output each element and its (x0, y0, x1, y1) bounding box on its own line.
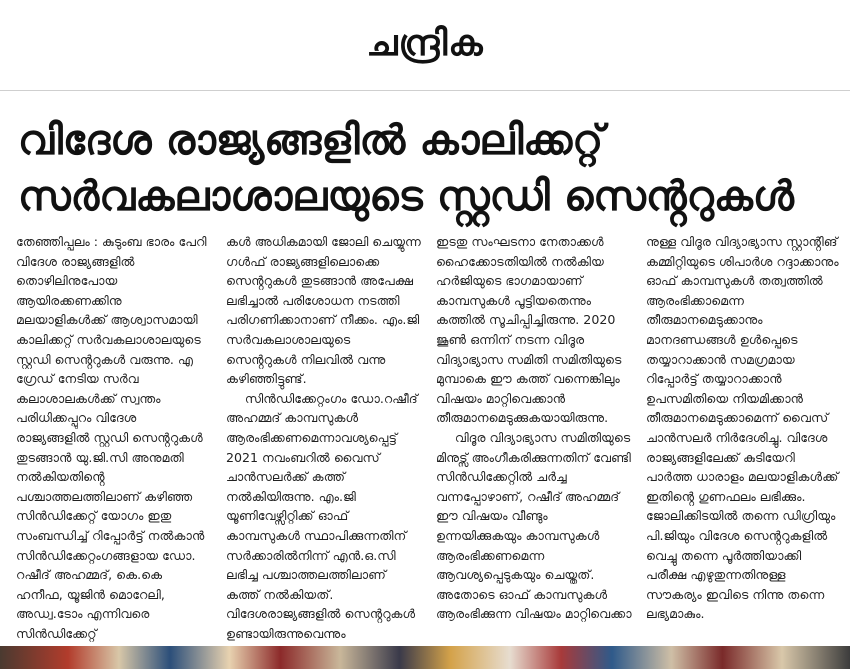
newspaper-logo: ചന്ദ്രിക (366, 23, 484, 64)
paragraph: കൾ അധികമായി ജോലി ചെയ്യുന്ന ഗൾഫ് രാജ്യങ്ങളിലൊക്കെ സെൻ്ററുകൾ തുടങ്ങാൻ അപേക്ഷ ലഭിച്ചാൽ പരിശോധന നടത്തി പരിഗണിക്കാനാണ് നീക്കം. എം.ജി സർവകലാശാലയുടെ സെൻ്ററുകൾ നിലവിൽ വന്നു കഴിഞ്ഞിട്ടുണ്ട്. (226, 234, 421, 387)
article-column-2 (226, 232, 422, 641)
headline-line-2: സർവകലാശാലയുടെ സ്റ്റഡി സെൻ്ററുകൾ (18, 172, 794, 220)
photo-strip-image (0, 646, 850, 669)
paragraph: തേഞ്ഞിപ്പലം : കുടുംബ ഭാരം പേറി വിദേശ രാജ്യങ്ങളിൽ തൊഴിലിനുപോയ ആയിരക്കണക്കിനു മലയാളികൾക്ക് ആശ്വാസമായി കാലിക്കറ്റ് സർവകലാശാലയുടെ സ്റ്റഡി സെൻ്ററുകൾ വരുന്നു. എ ഗ്രേഡ് നേടിയ സർവ കലാശാലകൾക്ക് സ്വന്തം പരിധിക്കപ്പുറം വിദേശ രാജ്യങ്ങളിൽ സ്റ്റഡി സെൻ്ററുകൾ തുടങ്ങാൻ യു.ജി.സി അനുമതി നൽകിയതിൻ്റെ പശ്ചാത്തലത്തിലാണ് കഴിഞ്ഞ സിൻഡിക്കേറ്റ് യോഗം ഇതു സംബന്ധിച്ച് റിപ്പോർട്ട് നൽകാൻ സിൻഡിക്കേറ്റംഗങ്ങളായ ഡോ. റഷീദ് അഹമ്മദ്, കെ.കെ ഹനീഫ, യൂജിൻ മൊറേലി, അഡ്വ.ടോം എന്നിവരെ സിൻഡിക്കേറ്റ് (16, 234, 207, 641)
headline-line-1: വിദേശ രാജ്യങ്ങളിൽ കാലിക്കറ്റ് (18, 116, 604, 164)
paragraph: വിദൂര വിദ്യാഭ്യാസ സമിതിയുടെ മിനുട്സ് അംഗീകരിക്കുന്നതിന് വേണ്ടി സിൻഡിക്കേറ്റിൽ ചർച്ച വന്നപ്പോഴാണ്, റഷീദ് അഹമ്മദ് ഈ വിഷയം വീണ്ടും ഉന്നയിക്കുകയും കാമ്പസുകൾ ആരംഭിക്കണമെന്ന ആവശ്യപ്പെടുകയും ചെയ്തത്. അതോടെ ഓഫ് കാമ്പസുകൾ ആരംഭിക്കുന്ന വിഷയം മാറ്റിവെക്കാ (436, 429, 632, 622)
article-body (16, 232, 842, 641)
paragraph: നുള്ള വിദൂര വിദ്യാഭ്യാസ സ്റ്റാൻ്റിങ് കമ്മിറ്റിയുടെ ശിപാർശ റദ്ദാക്കാനും ഓഫ് കാമ്പസുകൾ തത്വത്തിൽ ആരംഭിക്കാമെന്ന തീരുമാനമെടുക്കാനും മാനദണ്ഡങ്ങൾ ഉൾപ്പെടെ തയ്യാറാക്കാൻ സമഗ്രമായ റിപ്പോർട്ട് തയ്യാറാക്കാൻ ഉപസമിതിയെ നിയമിക്കാൻ തീരുമാനമെടുക്കാമെന്ന് വൈസ് ചാൻസലർ നിർദേശിച്ചു. വിദേശ രാജ്യങ്ങളിലേക്ക് കുടിയേറി പാർത്ത ധാരാളം മലയാളികൾക്ക് ഇതിൻ്റെ ഗുണഫലം ലഭിക്കും. ജോലിക്കിടയിൽ തന്നെ ഡിഗ്രിയും പി.ജിയും വിദേശ സെൻ്ററുകളിൽ വെച്ചു തന്നെ പൂർത്തിയാക്കി പരീക്ഷ എഴുതുന്നതിനുള്ള സൗകര്യം ഇവിടെ നിന്നു തന്നെ ലഭ്യമാകും. (646, 234, 839, 622)
headline (18, 112, 838, 224)
article-column-4 (646, 232, 842, 632)
article-column-1 (16, 232, 212, 641)
article-column-3 (436, 232, 632, 632)
masthead (0, 0, 850, 88)
paragraph: ഇടതു സംഘടനാ നേതാക്കൾ ഹൈക്കോടതിയിൽ നൽകിയ ഹർജിയുടെ ഭാഗമായാണ് കാമ്പസുകൾ പൂട്ടിയതെന്നും കത്തിൽ സൂചിപ്പിച്ചിരുന്നു. 2020 ജൂൺ ഒന്നിന് നടന്ന വിദൂര വിദ്യാഭ്യാസ സമിതി സമിതിയുടെ മുമ്പാകെ ഈ കത്ത് വന്നെങ്കിലും വിഷയം മാറ്റിവെക്കാൻ തീരുമാനമെടുക്കുകയായിരുന്നു. (436, 234, 622, 426)
masthead-divider (0, 90, 850, 91)
paragraph: സിൻഡിക്കേറ്റംഗം ഡോ.റഷീദ് അഹമ്മദ് കാമ്പസുകൾ ആരംഭിക്കണമെന്നാവശ്യപ്പെട്ട് 2021 നവംബറിൽ വൈസ് ചാൻസലർക്ക് കത്ത് നൽകിയിരുന്നു. എം.ജി യൂണിവേഴ്സിറ്റിക്ക് ഓഫ് കാമ്പസുകൾ സ്ഥാപിക്കുന്നതിന് സർക്കാരിൽനിന്ന് എൻ.ഒ.സി ലഭിച്ച പശ്ചാത്തലത്തിലാണ് കത്ത് നൽകിയത്. വിദേശരാജ്യങ്ങളിൽ സെൻ്ററുകൾ ഉണ്ടായിരുന്നുവെന്നും (226, 390, 418, 641)
